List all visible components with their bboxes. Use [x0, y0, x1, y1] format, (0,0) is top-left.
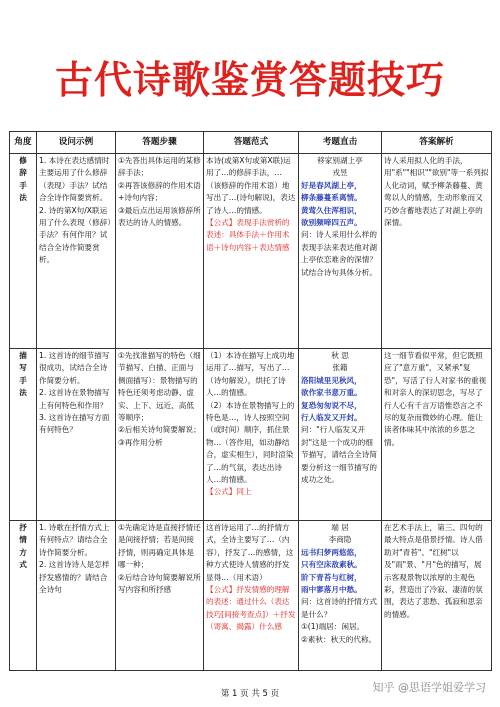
steps-cell: ①先答出具体运用的某修辞手法； ②再答该修辞的作用术语+诗句内容； ③最后点出运用该修辞所表达的诗人的情感。: [116, 154, 204, 349]
paradigm-cell: （1）本诗在描写上成功地运用了…描写，写出了…（诗句解说），烘托了诗人…的情感。 （2）本诗在景物描写上的特色是…，诗人按照空间（或时间）顺序，抓住景物…（答作用，如动静结合，虚实相生），同时渲染了…的气氛，表达出诗人…的情感。 【公式】同上: [204, 349, 299, 521]
method-cell: 修 辞 手 法: [10, 154, 37, 349]
page-footer: 第 1 页 共 5 页: [220, 689, 280, 699]
zhihu-watermark: 知乎 @思语学姐爱学习: [372, 681, 486, 694]
techniques-table: [9, 131, 492, 671]
header-angle: 角度: [10, 132, 37, 154]
question-cell: 1. 本诗在表达感情时主要运用了什么修辞（表现）手法？试结合全诗作简要赏析。 2. 诗的第X句/X联运用了什么表现（修辞）手法？有何作用？试结合全诗作简要赏析。: [37, 154, 116, 349]
header-question: 设问示例: [37, 132, 116, 154]
page-title: 古代诗歌鉴赏答题技巧: [54, 58, 445, 102]
answer-cell: 在艺术手法上，第三、四句的最大特点是借景抒情。诗人借助对"青苔"、"红树"以及"雨"景、"月"色的描写，展示客观景物以浓厚的主观色彩，营造出了冷寂、凄清的氛围，表达了悲愁、孤寂和思亲的情感。: [382, 521, 492, 671]
exam-cell: 秋 思 张籍 洛阳城里见秋风， 欲作家书意万重。 复恐匆匆说不尽， 行人临发又开封。 问："行人临发又开封"这是一个成功的细节描写，请结合全诗简要分析这一细节描写的成功之处。: [299, 349, 382, 521]
exam-cell: 端 居 李商隐 远书归梦两悠悠， 只有空床敌素秋。 阶下青苔与红树， 雨中寥落月中愁。 问：这首诗的抒情方式是什么？ ①(1)端居：闲居。 ②素秋：秋天的代称。: [299, 521, 382, 671]
method-cell: 描 写 手 法: [10, 349, 37, 521]
steps-cell: ①先找准描写的特色（细节描写、白描、正面与侧面描写）：景物描写的特色还须考虑动静、虚实、上下、远近、高低等顺序； ②后相关诗句简要解说； ③再作用分析: [116, 349, 204, 521]
paradigm-cell: 这首诗运用了…的抒情方式，全诗主要写了…（内容），抒发了…的感情，这种方式使诗人情感的抒发显得…（用术语） 【公式】抒发情感的理解的表述：通过什么（表达技巧[间接考查点]）＋抒发（寄寓、揭露）什么感: [204, 521, 299, 671]
header-paradigm: 答题范式: [204, 132, 299, 154]
table-row: [10, 349, 492, 521]
paradigm-cell: 本诗(或第X句或第X联)运用了…的修辞手法，…（该修辞的作用术语）地写出了…(诗句解说)，表达了诗人…的情感。 【公式】表现手法赏析的表述：具体手法＋作用术语＋诗句内容＋表达情感: [204, 154, 299, 349]
table-row: [10, 521, 492, 671]
table-header-row: [10, 132, 492, 154]
header-answer: 答案解析: [382, 132, 492, 154]
answer-cell: 诗人采用拟人化的手法，用"系""相识""欲别"等一系列拟人化动词，赋予柳条藤蔓、黄莺以人的情感，生动形象而又巧妙含蓄地表达了对湖上亭的深情。: [382, 154, 492, 349]
header-exam: 考题直击: [299, 132, 382, 154]
question-cell: 1. 诗歌在抒情方式上有何特点？请结合全诗作简要分析。 2. 这首诗诗人是怎样抒发感情的？请结合全诗句: [37, 521, 116, 671]
steps-cell: ①先确定诗是直接抒情还是间接抒情；若是间接抒情，则再确定具体是哪一种； ②后结合诗句简要解说所写内容和所抒感: [116, 521, 204, 671]
exam-cell: 移家别湖上亭 戎昱 好是春风湖上亭， 柳条藤蔓系离情。 黄莺久住浑相识， 欲别频啼四五声。 问：诗人采用什么样的表现手法来表达他对湖上亭依恋难舍的深情？试结合诗句具体分析。: [299, 154, 382, 349]
answer-cell: 这一细节看似平常，但它既照应了"意万重"，又紧承"复恐"，写活了行人对家书的重视和对亲人的深切思念，写尽了行人心有千言万语惟恐言之不尽的复杂而微妙的心理。能让读者体味其中浓浓的乡思之情。: [382, 349, 492, 521]
method-cell: 抒 情 方 式: [10, 521, 37, 671]
table-row: [10, 154, 492, 349]
question-cell: 1. 这首诗的细节描写很成功，试结合全诗作简要分析。 2. 这首诗在景物描写上有何特色和作用？ 3. 这首诗在描写方面有何特色？: [37, 349, 116, 521]
header-steps: 答题步骤: [116, 132, 204, 154]
